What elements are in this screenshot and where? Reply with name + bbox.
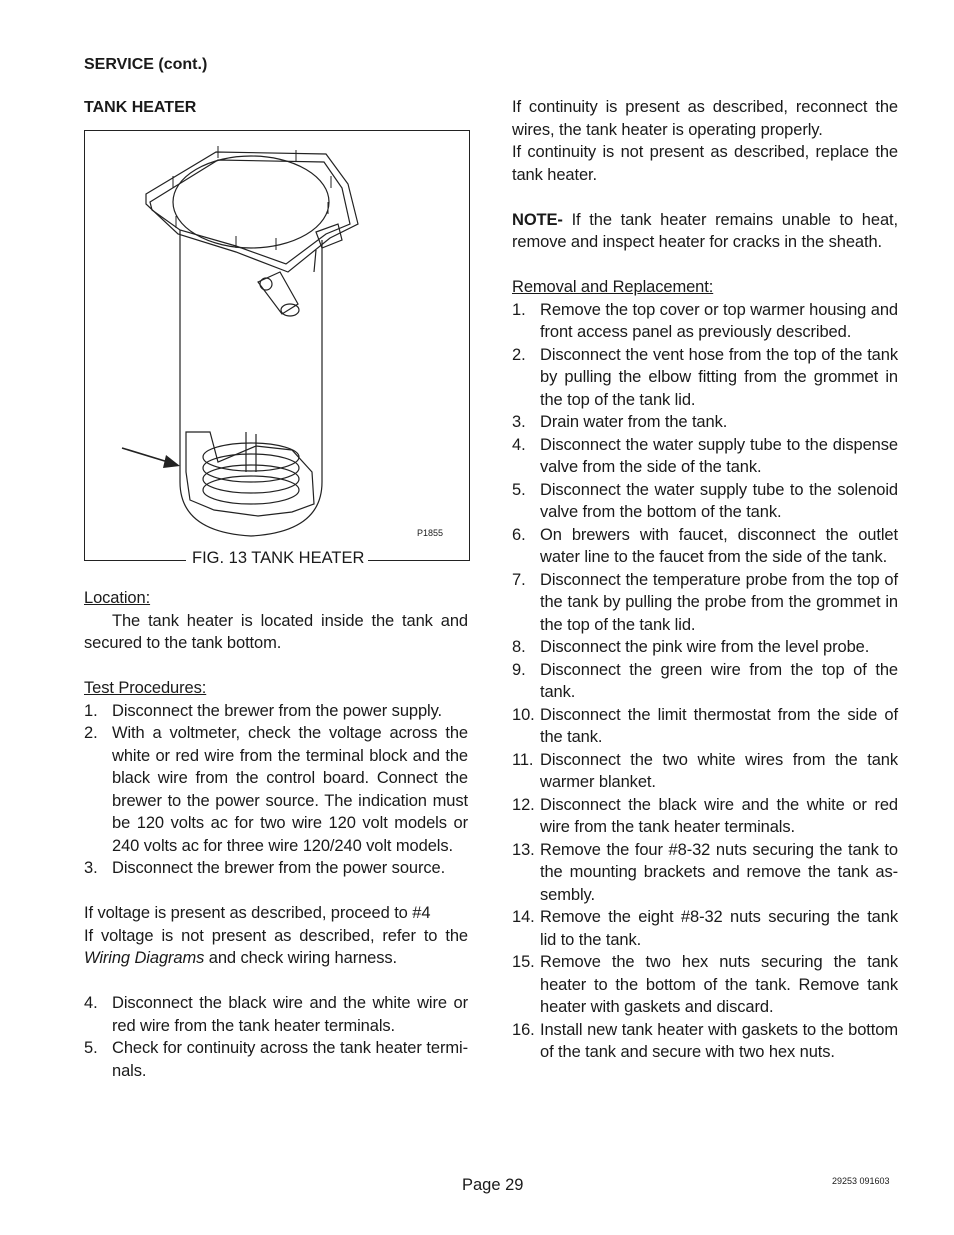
list-item xyxy=(512,704,898,749)
list-item-text: Disconnect the brewer from the power source. xyxy=(112,859,446,877)
list-item-number: 8. xyxy=(512,638,526,656)
list-item xyxy=(512,1019,898,1064)
removal-steps-list xyxy=(512,299,898,1064)
list-item-text: Disconnect the black wire and the white wire or red wire from the tank heater terminals. xyxy=(112,994,468,1035)
list-item-number: 3. xyxy=(84,859,98,877)
wiring-diagrams-reference: Wiring Diagrams xyxy=(84,949,205,967)
list-item-number: 2. xyxy=(512,345,526,364)
list-item-number: 14. xyxy=(512,908,535,926)
list-item-text: Check for continuity across the tank heater termi-nals. xyxy=(112,1039,468,1080)
list-item xyxy=(512,749,898,794)
list-item-number: 12. xyxy=(512,795,535,814)
list-item-number: 16. xyxy=(512,1020,535,1039)
voltage-absent-pre: If voltage is not present as described, refer to the xyxy=(84,926,468,945)
list-item-number: 7. xyxy=(512,570,526,589)
location-heading: Location: xyxy=(84,589,151,607)
list-item xyxy=(512,839,898,907)
list-item-text: Disconnect the water supply tube to the dispense valve from the side of the tank. xyxy=(540,435,898,476)
list-item xyxy=(512,344,898,412)
figure-code: P1855 xyxy=(417,528,444,538)
list-item xyxy=(84,700,468,723)
list-item-text: Remove the eight #8-32 nuts securing the tank lid to the tank. xyxy=(540,908,898,949)
right-column xyxy=(512,96,898,1064)
removal-heading: Removal and Replacement: xyxy=(512,278,714,296)
list-item xyxy=(512,479,898,524)
list-item-number: 1. xyxy=(84,701,98,720)
test-procedures-heading: Test Procedures: xyxy=(84,679,207,697)
list-item xyxy=(512,906,898,951)
continuity-present-text: If continuity is present as described, reconnect the wires, the tank heater is operating properly. xyxy=(512,98,898,139)
list-item-text: Disconnect the black wire and the white or red wire from the tank heater terminals. xyxy=(540,795,898,836)
list-item-number: 9. xyxy=(512,660,526,679)
list-item xyxy=(84,1037,468,1082)
list-item-number: 4. xyxy=(512,435,526,454)
list-item xyxy=(512,659,898,704)
list-item xyxy=(84,722,468,857)
list-item xyxy=(512,411,898,434)
list-item-number: 4. xyxy=(84,994,98,1012)
page-title: TANK HEATER xyxy=(84,99,197,116)
list-item xyxy=(512,299,898,344)
list-item-text: Disconnect the two white wires from the tank warmer blanket. xyxy=(540,750,898,791)
list-item-number: 11. xyxy=(512,750,534,769)
list-item-number: 2. xyxy=(84,724,98,742)
note-paragraph xyxy=(512,209,898,254)
list-item-text: Drain water from the tank. xyxy=(540,413,728,431)
list-item-number: 13. xyxy=(512,840,535,859)
location-text: The tank heater is located inside the tank and secured to the tank bottom. xyxy=(84,611,468,652)
list-item-text: Disconnect the limit thermostat from the side of the tank. xyxy=(540,705,898,746)
list-item-number: 15. xyxy=(512,953,535,971)
list-item-text: Disconnect the pink wire from the level probe. xyxy=(540,638,870,656)
page-number: Page 29 xyxy=(462,1176,524,1194)
list-item xyxy=(512,524,898,569)
list-item xyxy=(84,857,468,880)
list-item-text: Disconnect the brewer from the power supply. xyxy=(112,701,443,720)
continuity-absent-text: If continuity is not present as described, replace the tank heater. xyxy=(512,143,898,184)
list-item-text: Install new tank heater with gaskets to the bottom of the tank and secure with two hex nuts. xyxy=(540,1020,898,1061)
figure-frame-bottom-left xyxy=(84,560,186,561)
note-text: If the tank heater remains unable to heat, remove and inspect heater for cracks in the sheath. xyxy=(512,210,898,251)
document-code: 29253 091603 xyxy=(832,1176,890,1186)
list-item-text: With a voltmeter, check the voltage across the white or red wire from the terminal block and the black wire from the control board. Connect the brewer to the power source. The indication must be 120 volts ac for two wire 120 volt models or 240 volts ac for three wire 120/240 volt models. xyxy=(112,724,468,855)
voltage-absent-text xyxy=(84,925,468,970)
list-item xyxy=(84,992,468,1037)
list-item xyxy=(512,636,898,659)
tank-heater-illustration xyxy=(86,132,466,552)
list-item-text: Disconnect the water supply tube to the solenoid valve from the bottom of the tank. xyxy=(540,480,898,521)
list-item-text: Disconnect the temperature probe from the top of the tank by pulling the probe from the grommet in the top of the tank lid. xyxy=(540,570,898,634)
list-item-number: 5. xyxy=(512,480,526,499)
list-item-text: Disconnect the green wire from the top of the tank. xyxy=(540,660,898,701)
list-item xyxy=(512,434,898,479)
voltage-present-text: If voltage is present as described, proceed to #4 xyxy=(84,904,431,922)
list-item-number: 5. xyxy=(84,1039,98,1057)
figure-frame-bottom-right xyxy=(368,560,469,561)
list-item-text: Remove the four #8-32 nuts securing the tank to the mounting brackets and remove the tank as-sembly. xyxy=(540,840,898,904)
list-item xyxy=(512,569,898,637)
voltage-absent-post: and check wiring harness. xyxy=(204,949,398,967)
list-item-text: Disconnect the vent hose from the top of the tank by pulling the elbow fitting from the grommet in the top of the tank lid. xyxy=(540,345,898,409)
list-item xyxy=(512,794,898,839)
list-item-number: 6. xyxy=(512,525,526,544)
list-item-number: 1. xyxy=(512,300,526,319)
list-item-text: Remove the top cover or top warmer housing and front access panel as previously described. xyxy=(540,300,898,341)
list-item-number: 10. xyxy=(512,705,535,724)
note-label: NOTE- xyxy=(512,210,563,229)
section-heading: SERVICE (cont.) xyxy=(84,56,208,73)
list-item xyxy=(512,951,898,1019)
figure-caption: FIG. 13 TANK HEATER xyxy=(192,549,365,567)
list-item-number: 3. xyxy=(512,413,526,431)
left-column xyxy=(84,587,468,1082)
list-item-text: Remove the two hex nuts securing the tank heater to the bottom of the tank. Remove tank heater with gaskets and discard. xyxy=(540,953,898,1016)
list-item-text: On brewers with faucet, disconnect the outlet water line to the faucet from the side of the tank. xyxy=(540,525,898,566)
